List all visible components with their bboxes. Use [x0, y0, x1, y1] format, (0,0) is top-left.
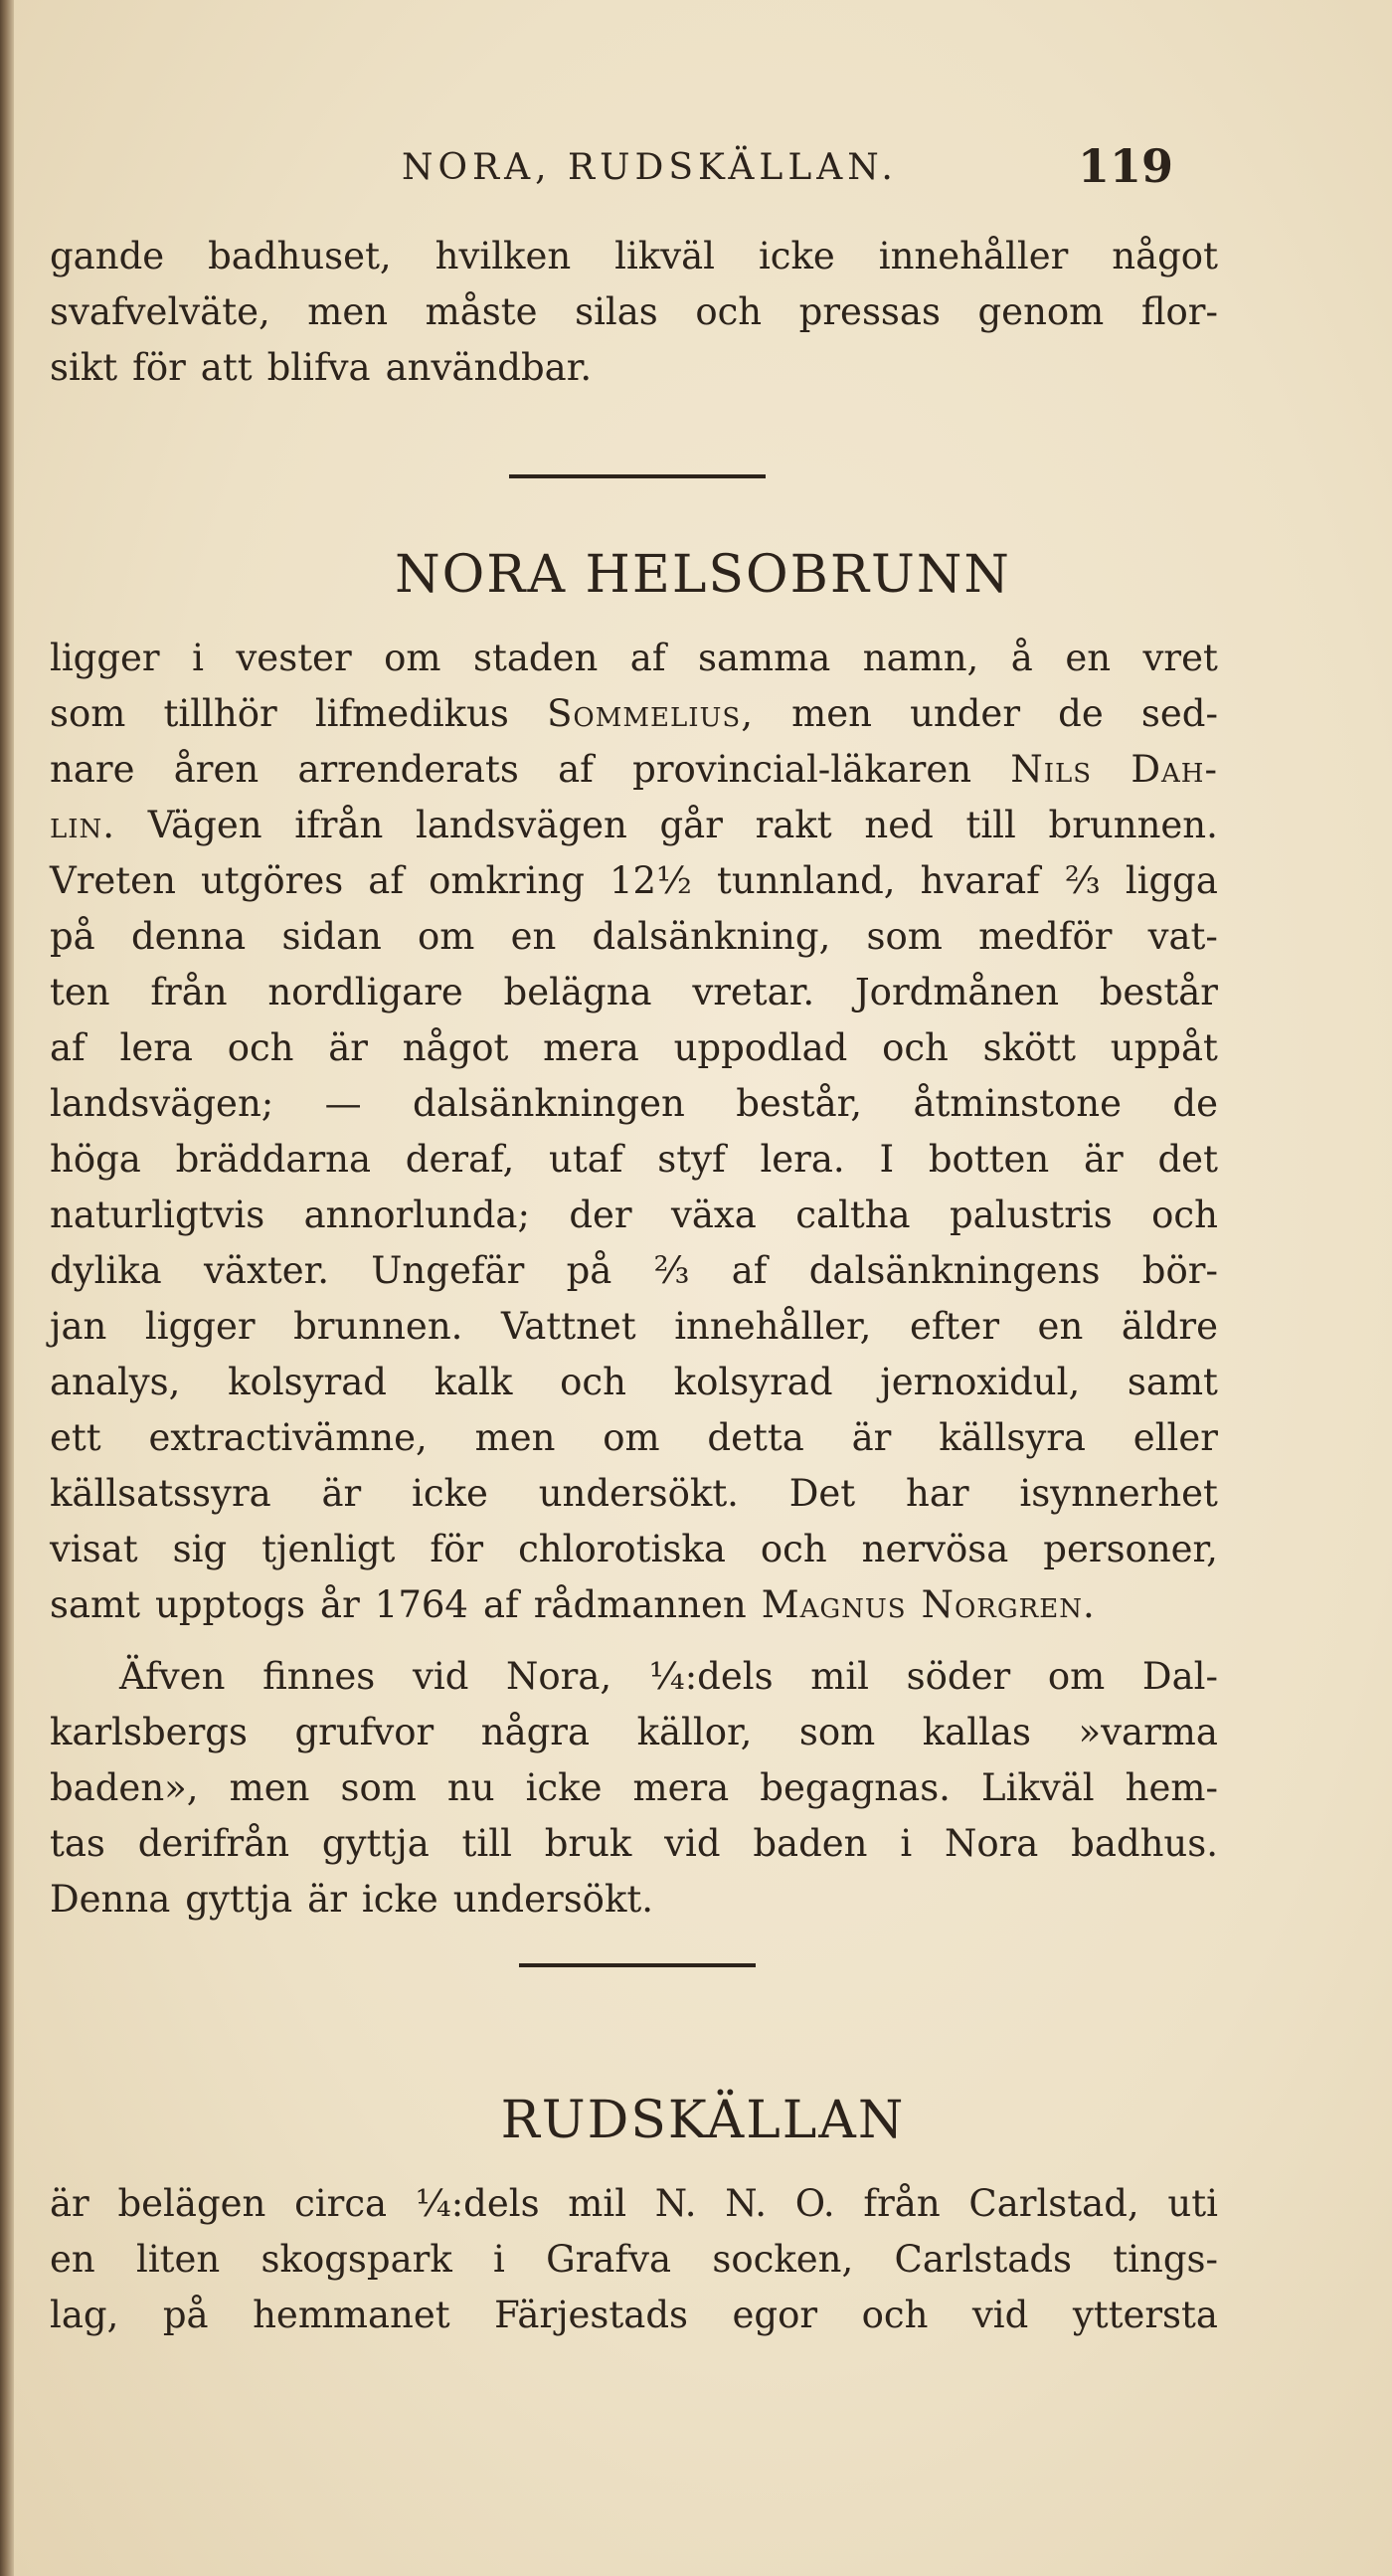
word: till [965, 804, 1016, 846]
word: jernoxidul, [880, 1361, 1081, 1403]
word: circa [294, 2182, 388, 2225]
section-paragraph-2 [50, 1655, 1218, 1933]
word: baden [753, 1822, 868, 1865]
word: vid [971, 2294, 1029, 2336]
word: Denna [50, 1878, 171, 1921]
word: några [480, 1711, 591, 1753]
word: badhuset, [208, 235, 392, 277]
word: sikt [50, 346, 118, 389]
word: deraf, [405, 1138, 515, 1181]
text-line [50, 1655, 1218, 1711]
text-line [50, 1822, 1218, 1878]
word: växter. [204, 1249, 329, 1292]
word: Carlstads [894, 2238, 1073, 2281]
word: 12½ [609, 859, 692, 902]
word: mera [543, 1026, 639, 1069]
text-line [50, 1416, 1218, 1472]
word: N. [654, 2182, 697, 2225]
word: är [851, 1416, 892, 1459]
word: nu [446, 1766, 495, 1809]
word: utgöres [200, 859, 344, 902]
word: rakt [755, 804, 832, 846]
text-line [50, 692, 1218, 748]
section-heading-nora-helsobrunn: NORA HELSOBRUNN [395, 545, 1011, 605]
book-page [14, 0, 1392, 2576]
word: mil [810, 1655, 870, 1698]
word: vat- [1147, 915, 1218, 958]
word: tjenligt [261, 1528, 396, 1570]
text-line [50, 971, 1218, 1026]
word: caltha [795, 1194, 911, 1236]
word: men [307, 290, 389, 333]
text-line [50, 1361, 1218, 1416]
word: Grafva [546, 2238, 672, 2281]
word: belägen [117, 2182, 266, 2225]
word: på [566, 1249, 612, 1292]
word: och [695, 290, 763, 333]
word: uppåt [1110, 1026, 1218, 1069]
text-line [50, 1138, 1218, 1194]
word: åtminstone [913, 1082, 1123, 1125]
word: ligger [144, 1305, 256, 1348]
word: för [430, 1528, 484, 1570]
word: ⅔ [653, 1249, 690, 1292]
word: N. [725, 2182, 768, 2225]
word: innehåller, [674, 1305, 872, 1348]
word: söder [906, 1655, 1011, 1698]
word: bör- [1141, 1249, 1218, 1292]
word: går [659, 804, 723, 846]
word: hvilken [435, 235, 572, 277]
word: detta [707, 1416, 804, 1459]
word: styf [657, 1138, 726, 1181]
text-line [50, 290, 1218, 346]
text-line [50, 1766, 1218, 1822]
text-line [50, 1528, 1218, 1583]
word: är [50, 2182, 89, 2225]
word: en [1065, 637, 1112, 679]
word: egor [732, 2294, 818, 2336]
word: tunnland, [717, 859, 896, 902]
word: en [510, 915, 557, 958]
word: sig [172, 1528, 228, 1570]
word: vester [236, 637, 352, 679]
word: analys, [50, 1361, 181, 1403]
word: har [905, 1472, 969, 1515]
word: eller [1132, 1416, 1218, 1459]
word: Nora [944, 1822, 1039, 1865]
word: socken, [712, 2238, 854, 2281]
word: något [402, 1026, 509, 1069]
word: grufvor [294, 1711, 435, 1753]
word: men [791, 692, 872, 735]
text-line [50, 1249, 1218, 1305]
word: isynnerhet [1019, 1472, 1218, 1515]
word: måste [425, 290, 538, 333]
word: en [50, 2238, 95, 2281]
word: hem- [1125, 1766, 1218, 1809]
word: I [879, 1138, 895, 1181]
word: tillhör [163, 692, 277, 735]
word: upptogs [155, 1583, 306, 1626]
word: icke [361, 1878, 438, 1921]
word: källsyra [939, 1416, 1086, 1459]
word: åren [173, 748, 260, 791]
word: i [900, 1822, 913, 1865]
word: Vreten [50, 859, 176, 902]
word: från [863, 2182, 941, 2225]
word: icke [758, 235, 835, 277]
word: kolsyrad [228, 1361, 387, 1403]
word: af [482, 1583, 519, 1626]
word: på [50, 915, 95, 958]
word: består, [736, 1082, 863, 1125]
word: brunnen. [293, 1305, 463, 1348]
word: — [324, 1082, 362, 1125]
word: mera [632, 1766, 730, 1809]
word: och [882, 1026, 949, 1069]
word: likväl [614, 235, 716, 277]
word: och [560, 1361, 626, 1403]
word: utaf [549, 1138, 623, 1181]
word: i [493, 2238, 505, 2281]
word: samt [1127, 1361, 1218, 1403]
word: på [162, 2294, 209, 2336]
word: Det [788, 1472, 856, 1515]
page-number: 119 [1078, 139, 1174, 193]
word: som [50, 692, 126, 735]
word: flor- [1140, 290, 1218, 333]
word: samma [698, 637, 831, 679]
text-line [50, 1711, 1218, 1766]
word: användbar. [385, 346, 593, 389]
word: af [629, 637, 666, 679]
word: att [200, 346, 253, 389]
word: Carlstad, [968, 2182, 1139, 2225]
word: uppodlad [673, 1026, 848, 1069]
word: karlsbergs [50, 1711, 248, 1753]
word: Äfven [119, 1655, 226, 1698]
word: »varma [1078, 1711, 1218, 1753]
word: naturligtvis [50, 1194, 265, 1236]
word: landsvägen; [50, 1082, 274, 1125]
word: arrenderats [297, 748, 519, 791]
word: baden», [50, 1766, 199, 1809]
page-header [14, 139, 1392, 199]
word: pressas [798, 290, 941, 333]
word: jan [50, 1305, 107, 1348]
word: lera [119, 1026, 193, 1069]
word: undersökt. [538, 1472, 739, 1515]
word: nare [50, 748, 135, 791]
word: bruk [544, 1822, 632, 1865]
word: gyttja [321, 1822, 430, 1865]
word: de [1172, 1082, 1218, 1125]
text-line [50, 346, 1218, 402]
word: Vägen [147, 804, 262, 846]
word: sed- [1140, 692, 1218, 735]
word: å [1010, 637, 1033, 679]
text-line [50, 1026, 1218, 1082]
word: ⅔ [1064, 859, 1101, 902]
word: är [321, 1472, 362, 1515]
text-line [50, 235, 1218, 290]
word: finnes [262, 1655, 376, 1698]
word: och [861, 2294, 929, 2336]
word: hemmanet [253, 2294, 450, 2336]
word: de [1058, 692, 1104, 735]
word: är [307, 1878, 347, 1921]
word: källor, [636, 1711, 753, 1753]
word: ett [50, 1416, 101, 1459]
word: som [798, 1711, 876, 1753]
word: icke [412, 1472, 488, 1515]
section-body-nora-helsobrunn [50, 637, 1218, 1639]
word: och [760, 1528, 827, 1570]
word: skött [982, 1026, 1077, 1069]
text-line [50, 748, 1218, 804]
word: namn, [862, 637, 979, 679]
text-line [50, 1194, 1218, 1249]
word: liten [136, 2238, 221, 2281]
word: ten [50, 971, 110, 1013]
word: O. [794, 2182, 835, 2225]
word: hvaraf [920, 859, 1040, 902]
word: Magnus [761, 1583, 907, 1626]
word: nervösa [861, 1528, 1009, 1570]
word: begagnas. [760, 1766, 951, 1809]
section-divider-1 [509, 474, 766, 478]
word: källsatssyra [50, 1472, 271, 1515]
word: Likväl [981, 1766, 1095, 1809]
word: något [1112, 235, 1218, 277]
word: belägna [503, 971, 652, 1013]
word: för [132, 346, 186, 389]
text-line [50, 1878, 1218, 1933]
word: men [229, 1766, 310, 1809]
word: af [558, 748, 594, 791]
word: dylika [50, 1249, 162, 1292]
word: palustris [949, 1194, 1113, 1236]
section-divider-2 [519, 1963, 756, 1967]
word: extractivämne, [148, 1416, 428, 1459]
word: samt [50, 1583, 141, 1626]
word: Nils [1010, 748, 1093, 791]
word: Norgren. [921, 1583, 1096, 1626]
word: lera. [760, 1138, 845, 1181]
word: äldre [1121, 1305, 1218, 1348]
word: mil [568, 2182, 627, 2225]
word: visat [50, 1528, 138, 1570]
word: Nora, [506, 1655, 612, 1698]
word: tings- [1113, 2238, 1218, 2281]
text-line [50, 637, 1218, 692]
word: och [1151, 1194, 1218, 1236]
word: botten [928, 1138, 1050, 1181]
text-line [50, 2182, 1218, 2238]
word: medför [978, 915, 1113, 958]
word: ¼:dels [648, 1655, 774, 1698]
word: vret [1142, 637, 1218, 679]
word: Vattnet [500, 1305, 636, 1348]
word: yttersta [1072, 2294, 1218, 2336]
word: vid [412, 1655, 469, 1698]
word: denna [130, 915, 247, 958]
word: gyttja [185, 1878, 293, 1921]
word: svafvelväte, [50, 290, 270, 333]
word: Dah- [1131, 748, 1218, 791]
word: ¼:dels [415, 2182, 540, 2225]
word: består [1099, 971, 1218, 1013]
word: ned [864, 804, 934, 846]
word: sidan [281, 915, 382, 958]
word: år [320, 1583, 360, 1626]
word: ligga [1125, 859, 1218, 902]
word: dalsänkningen [413, 1082, 685, 1125]
word: blifva [266, 346, 371, 389]
word: Färjestads [494, 2294, 689, 2336]
word: i [192, 637, 204, 679]
word: lag, [50, 2294, 119, 2336]
word: innehåller [878, 235, 1069, 277]
word: omkring [429, 859, 585, 902]
continuation-paragraph [50, 235, 1218, 402]
word: annorlunda; [303, 1194, 530, 1236]
word: uti [1167, 2182, 1218, 2225]
running-head: NORA, RUDSKÄLLAN. [402, 147, 898, 188]
word: om [418, 915, 475, 958]
word: provincial-läkaren [632, 748, 972, 791]
word: är [328, 1026, 368, 1069]
word: Dal- [1141, 1655, 1218, 1698]
text-line [50, 1082, 1218, 1138]
word: Ungefär [371, 1249, 525, 1292]
word: som [340, 1766, 417, 1809]
text-line [50, 1472, 1218, 1528]
word: växa [670, 1194, 757, 1236]
word: som [866, 915, 943, 958]
text-line [50, 915, 1218, 971]
word: af [731, 1249, 768, 1292]
word: staden [472, 637, 599, 679]
word: Sommelius, [547, 692, 754, 735]
word: ligger [50, 637, 160, 679]
word: nordligare [267, 971, 463, 1013]
word: brunnen. [1048, 804, 1218, 846]
word: icke [525, 1766, 603, 1809]
word: 1764 [374, 1583, 468, 1626]
word: gande [50, 235, 165, 277]
word: är [1084, 1138, 1124, 1181]
word: vid [664, 1822, 721, 1865]
word: ifrån [294, 804, 384, 846]
word: höga [50, 1138, 141, 1181]
section-body-rudskallan [50, 2182, 1218, 2349]
text-line [50, 1583, 1218, 1639]
text-line [50, 1305, 1218, 1361]
word: en [1037, 1305, 1084, 1348]
book-binding-edge [0, 0, 14, 2576]
word: om [384, 637, 441, 679]
word: dalsänkningens [808, 1249, 1101, 1292]
word: kallas [922, 1711, 1031, 1753]
word: och [227, 1026, 294, 1069]
word: efter [909, 1305, 1000, 1348]
word: derifrån [137, 1822, 290, 1865]
text-line [50, 859, 1218, 915]
word: under [910, 692, 1021, 735]
word: af [368, 859, 405, 902]
word: rådmannen [533, 1583, 747, 1626]
word: landsvägen [416, 804, 627, 846]
word: kalk [434, 1361, 513, 1403]
word: af [50, 1026, 86, 1069]
word: lifmedikus [314, 692, 509, 735]
word: der [569, 1194, 632, 1236]
word: till [461, 1822, 512, 1865]
word: det [1157, 1138, 1218, 1181]
word: skogspark [261, 2238, 452, 2281]
text-line [50, 2294, 1218, 2349]
section-heading-rudskallan: RUDSKÄLLAN [500, 2091, 906, 2150]
word: från [150, 971, 228, 1013]
word: vretar. [692, 971, 815, 1013]
word: tas [50, 1822, 105, 1865]
word: personer, [1043, 1528, 1218, 1570]
text-line [50, 2238, 1218, 2294]
word: kolsyrad [673, 1361, 833, 1403]
word: silas [575, 290, 658, 333]
word: men [474, 1416, 556, 1459]
word: dalsänkning, [592, 915, 831, 958]
word: lin. [50, 804, 116, 846]
word: undersökt. [452, 1878, 654, 1921]
text-line [50, 804, 1218, 859]
word: bräddarna [175, 1138, 372, 1181]
word: om [603, 1416, 660, 1459]
word: om [1047, 1655, 1106, 1698]
word: badhus. [1071, 1822, 1218, 1865]
word: genom [977, 290, 1105, 333]
word: chlorotiska [518, 1528, 726, 1570]
word: Jordmånen [854, 971, 1060, 1013]
